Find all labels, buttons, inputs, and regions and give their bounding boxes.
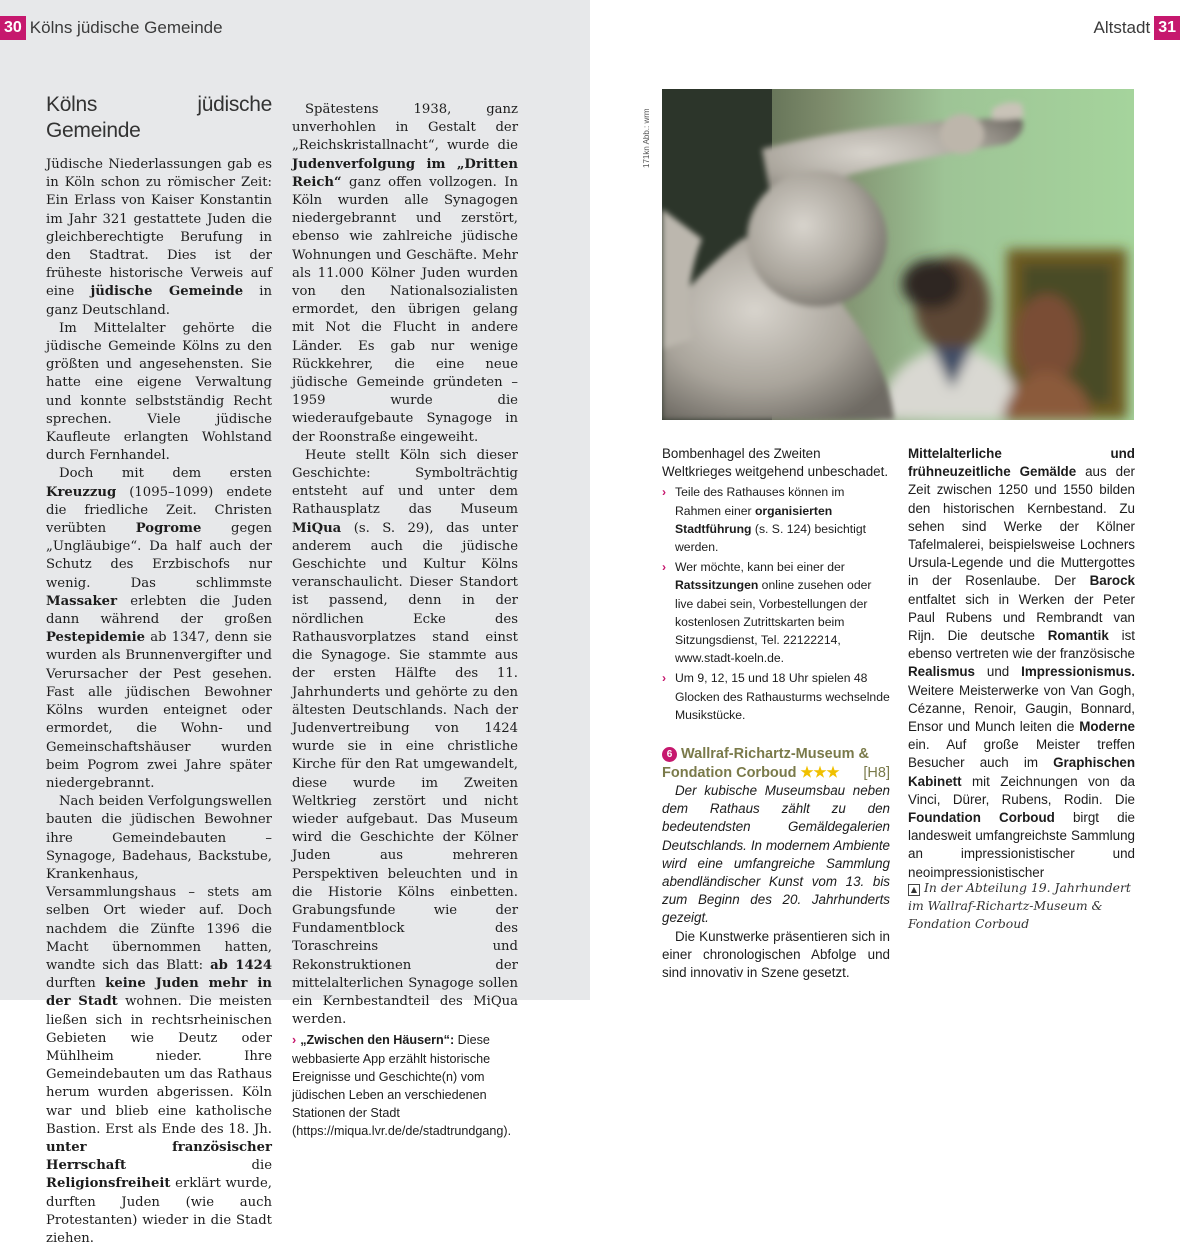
- right-column-1: [662, 445, 890, 982]
- left-running-head-text: Kölns jüdische Gemeinde: [30, 16, 223, 40]
- right-column-2: [908, 445, 1135, 882]
- arrow-icon: ›: [292, 1033, 296, 1047]
- entry-heading: 6 Wallraf-Richartz-Museum & Fondation Corboud ★★★ [H8]: [662, 745, 890, 782]
- paragraph: Heute stellt Köln sich dieser Geschichte: Symbolträchtig entsteht auf und unter dem Rathausplatz das Museum MiQua (s. S. 29), das unter anderem auch die jüdische Geschichte und Kultur Kölns veranschaulicht. Dieser Standort ist passend, denn in der nördlichen Ecke des Rathausvorplatzes stand einst die Synagoge. Sie stammte aus der ersten Hälfte des 11. Jahrhunderts und gehörte zu den ältesten Deutschlands. Nach der Judenvertreibung von 1424 wurde sie in eine christliche Kirche für den Rat umgewandelt, diese wurde im Zweiten Weltkrieg zerstört und nicht wieder aufgebaut. Das Museum wird die Geschichte der Kölner Juden aus mehreren Perspektiven beleuchten und in die Historie Kölns einbetten. Grabungsfunde wie der Fundamentblock des Toraschreins und Rekonstruktionen der mittelalterlichen Synagoge sollen ein Kernbestandteil des MiQua werden.: [292, 447, 518, 1030]
- left-running-head: [0, 16, 223, 40]
- attraction-entry: [662, 745, 890, 982]
- rating-stars: ★★★: [801, 765, 840, 781]
- paragraph: Die Kunstwerke präsentieren sich in einer chronologischen Abfolge und sind innovativ in Szene gesetzt.: [662, 928, 890, 983]
- caption-arrow-icon: ▲: [908, 884, 920, 896]
- map-grid-ref: [H8]: [863, 764, 890, 783]
- tip-box: › „Zwischen den Häusern“: Diese webbasierte App erzählt historische Ereignisse und Geschichte(n) vom jüdischen Leben an verschiedenen Stationen der Stadt (https://miqua.lvr.de/de/stadtrundgang).: [292, 1031, 518, 1140]
- tip-item: › Wer möchte, kann bei einer der Ratssitzungen online zusehen oder live dabei sein, Vorbestellungen der kostenlosen Zutrittskarten beim Sitzungsdienst, Tel. 22122214, www.stadt-koeln.de.: [662, 558, 890, 667]
- photo-credit: 171kn Abb.: wrm: [642, 88, 656, 168]
- entry-number-badge: 6: [662, 747, 677, 762]
- arrow-icon: ›: [662, 669, 675, 687]
- photo-caption: ▲ In der Abteilung 19. Jahrhundert im Wallraf-Richartz-Museum & Fondation Corboud: [908, 879, 1138, 933]
- museum-photo: [662, 89, 1134, 420]
- section-title: Kölns jüdische Gemeinde: [46, 92, 272, 144]
- tip-item: › Teile des Rathauses können im Rahmen einer organisierten Stadtführung (s. S. 124) besichtigt werden.: [662, 483, 890, 556]
- left-page-number: 30: [0, 16, 26, 40]
- paragraph: Nach beiden Verfolgungswellen bauten die jüdischen Bewohner ihre Gemeindebauten – Synagoge, Badehaus, Backstube, Krankenhaus, Versammlungshaus – stets am selben Ort wieder auf. Doch nachdem die Zünfte 1396 die Macht übernommen hatten, wandte sich das Blatt: ab 1424 durften keine Juden mehr in der Stadt wohnen. Die meisten ließen sich in rechtsrheinischen Gebieten wie Deutz oder Mühlheim nieder. Ihre Gemeindebauten um das Rathaus herum wurden abgerissen. Köln war und blieb eine katholische Bastion. Erst als Ende des 18. Jh. unter französischer Herrschaft die Religionsfreiheit erklärt wurde, durften Juden (wie auch Protestanten) wieder in die Stadt ziehen.: [46, 793, 272, 1248]
- paragraph: Im Mittelalter gehörte die jüdische Gemeinde Kölns zu den größten und angesehensten. Sie hatte eine eigene Verwaltung und konnte selbstständig Recht sprechen. Viele jüdische Kaufleute erlangten Wohlstand durch Fernhandel.: [46, 320, 272, 466]
- entry-lead: Der kubische Museumsbau neben dem Rathaus zählt zu den bedeutendsten Gemäldegalerien Deutschlands. In modernem Ambiente wird eine umfangreiche Sammlung abendländischer Kunst vom 13. bis zum Beginn des 20. Jahrhunderts gezeigt.: [662, 782, 890, 928]
- tip-item: › Um 9, 12, 15 und 18 Uhr spielen 48 Glocken des Rathausturms wechselnde Musikstücke.: [662, 669, 890, 724]
- paragraph: Spätestens 1938, ganz unverhohlen in Gestalt der „Reichskristallnacht“, wurde die Judenverfolgung im „Dritten Reich“ ganz offen vollzogen. In Köln wurden alle Synagogen niedergebrannt und zerstört, ebenso wie zahlreiche jüdische Wohnungen und Geschäfte. Mehr als 11.000 Kölner Juden wurden von den Nationalsozialisten ermordet, den übrigen gelang mit Not die Flucht in andere Länder. Es gab nur wenige Rückkehrer, die eine neue jüdische Gemeinde gründeten – 1959 wurde die wiederaufgebaute Synagoge in der Roonstraße eingeweiht.: [292, 101, 518, 447]
- left-column-2: [292, 101, 518, 1141]
- paragraph: Bombenhagel des Zweiten Weltkrieges weitgehend unbeschadet.: [662, 445, 890, 481]
- right-page-number: 31: [1154, 16, 1180, 40]
- arrow-icon: ›: [662, 558, 675, 576]
- right-running-head: [1094, 16, 1180, 40]
- statue-photo-image: [662, 89, 1134, 420]
- paragraph: Doch mit dem ersten Kreuzzug (1095–1099) endete die friedliche Zeit. Christen verübten Pogrome gegen „Ungläubige“. Da half auch der Schutz des Erzbischofs nur wenig. Das schlimmste Massaker erlebten die Juden dann während der großen Pestepidemie ab 1347, denn sie wurden als Brunnenvergifter und Verursacher der Pest gesehen. Fast alle jüdischen Bewohner Kölns wurden enteignet oder ermordet, die Wohn- und Gemeinschaftshäuser wurden beim Pogrom zwei Jahre später niedergebrannt.: [46, 465, 272, 793]
- paragraph: Mittelalterliche und frühneuzeitliche Gemälde aus der Zeit zwischen 1250 und 1550 bilden den historischen Kernbestand. Zu sehen sind Werke der Kölner Tafelmalerei, beispielsweise Lochners Ursula-Legende und die Muttergottes in der Rosenlaube. Der Barock entfaltet sich in Werken der Peter Paul Rubens und Rembrandt van Rijn. Die deutsche Romantik ist ebenso vertreten wie der französische Realismus und Impressionismus. Weitere Meisterwerke von Van Gogh, Cézanne, Renoir, Gaugin, Bonnard, Ensor und Munch leiten die Moderne ein. Auf große Meister treffen Besucher auch im Graphischen Kabinett mit Zeichnungen von da Vinci, Dürer, Rubens, Rodin. Die Foundation Corboud birgt die landesweit umfangreichste Sammlung an impressionistischer und neoimpressionistischer: [908, 445, 1135, 882]
- arrow-icon: ›: [662, 483, 675, 501]
- right-running-head-text: Altstadt: [1094, 16, 1151, 40]
- left-column-1: [46, 92, 272, 1248]
- paragraph: Jüdische Niederlassungen gab es in Köln schon zu römischer Zeit: Ein Erlass von Kaiser Konstantin im Jahr 321 gestattete Juden die gleichberechtigte Berufung in den Stadtrat. Dies ist der früheste historische Verweis auf eine jüdische Gemeinde in ganz Deutschland.: [46, 156, 272, 320]
